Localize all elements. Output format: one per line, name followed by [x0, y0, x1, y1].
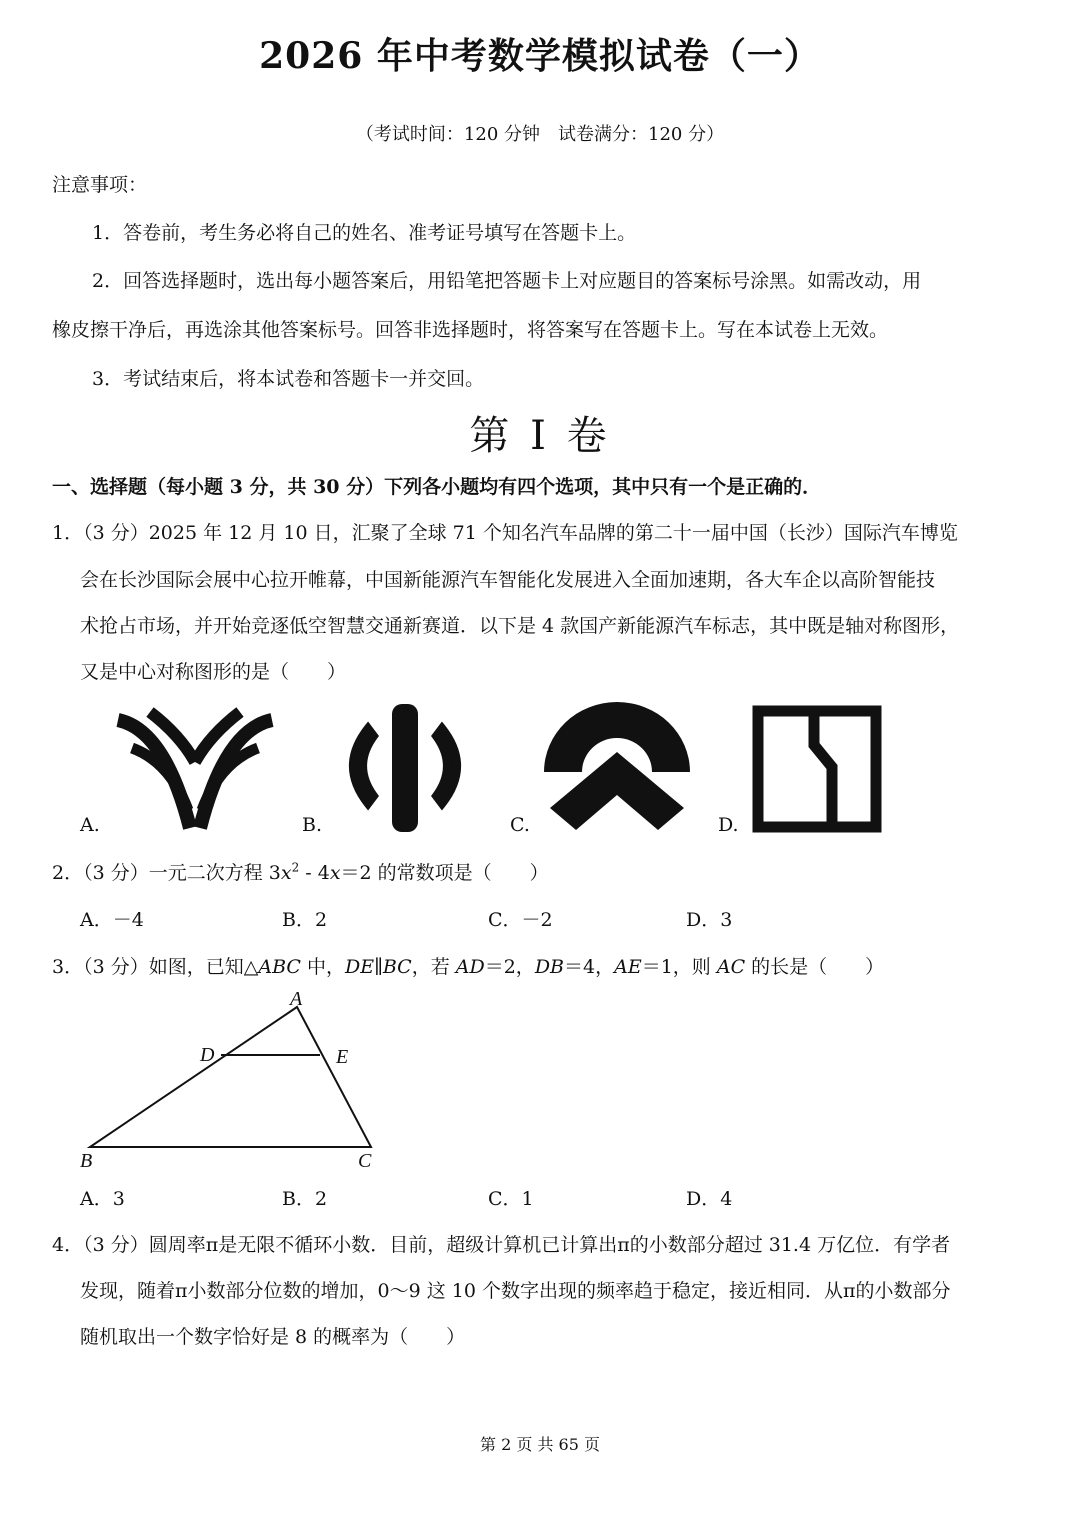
q2-var-x-2: x [329, 862, 341, 884]
q2-stem [52, 858, 549, 885]
label-a: A [290, 988, 303, 1010]
section-heading: 一、选择题（每小题 3 分，共 30 分）下列各小题均有四个选项，其中只有一个是正确的． [52, 476, 822, 498]
q4-line-1: 4．（3 分）圆周率π是无限不循环小数．目前，超级计算机已计算出π的小数部分超过 31.4 万亿位．有学者 [52, 1234, 951, 1256]
q4-line-2: 发现，随着π小数部分位数的增加，0～9 这 10 个数字出现的频率趋于稳定，接近相同．从π的小数部分 [80, 1280, 951, 1302]
notice-item-2-line-2: 橡皮擦干净后，再选涂其他答案标号。回答非选择题时，将答案写在答题卡上。写在本试卷上无效。 [52, 319, 889, 341]
q1-option-c: C. [510, 814, 530, 836]
q2-exponent: 2 [291, 860, 300, 875]
q3-de-bc: DE∥BC [344, 956, 412, 978]
q3-text-1: 3．（3 分）如图，已知△ [52, 956, 259, 978]
q3-option-d: D．4 [686, 1188, 733, 1210]
q3-text-6: ＝1，则 [641, 956, 717, 978]
paper-title: 2026 年中考数学模拟试卷（一） [259, 35, 821, 77]
q3-option-b: B．2 [282, 1188, 328, 1210]
q2-option-d: D．3 [686, 909, 733, 931]
q3-text-5: ＝4， [564, 956, 615, 978]
car-logo-d [752, 705, 882, 833]
q2-option-a: A．－4 [80, 909, 144, 931]
q1-line-3: 术抢占市场，并开始竞逐低空智慧交通新赛道．以下是 4 款国产新能源汽车标志，其中既是轴对称图形， [80, 615, 960, 637]
q2-prefix: 2．（3 分）一元二次方程 3 [52, 862, 281, 884]
q3-ac: AC [716, 956, 746, 978]
car-logo-b [330, 700, 480, 835]
car-logo-c [540, 700, 695, 835]
notice-item-2-line-1: 2．回答选择题时，选出每小题答案后，用铅笔把答题卡上对应题目的答案标号涂黑。如需改动，用 [92, 270, 922, 292]
triangle-abc [90, 1007, 371, 1147]
page-footer: 第 2 页 共 65 页 [480, 1435, 600, 1454]
q2-option-b: B．2 [282, 909, 328, 931]
triangle-figure [70, 985, 400, 1175]
exam-info: （考试时间：120 分钟 试卷满分：120 分） [355, 124, 725, 145]
q3-stem [52, 952, 884, 979]
q1-option-a: A. [80, 814, 100, 836]
q3-ae: AE [614, 956, 642, 978]
q3-text-4: ＝2， [484, 956, 535, 978]
q3-ad: AD [455, 956, 485, 978]
q3-option-c: C．1 [488, 1188, 534, 1210]
q2-var-x: x [280, 862, 292, 884]
notice-item-1: 1．答卷前，考生务必将自己的姓名、准考证号填写在答题卡上。 [92, 222, 637, 244]
q2-suffix: ＝2 的常数项是（ ） [340, 862, 549, 884]
car-logo-a [110, 700, 280, 835]
q3-text-7: 的长是（ ） [745, 956, 885, 978]
notice-item-3: 3．考试结束后，将本试卷和答题卡一并交回。 [92, 368, 485, 390]
q3-text-3: ，若 [411, 956, 456, 978]
q2-mid: - 4 [299, 862, 330, 884]
label-c: C [358, 1150, 372, 1172]
label-e: E [336, 1046, 349, 1068]
q1-line-2: 会在长沙国际会展中心拉开帷幕，中国新能源汽车智能化发展进入全面加速期，各大车企以高阶智能技 [80, 569, 936, 591]
q3-abc: ABC [258, 956, 301, 978]
q1-line-4: 又是中心对称图形的是（ ） [80, 661, 347, 683]
label-b: B [80, 1150, 93, 1172]
q4-line-3: 随机取出一个数字恰好是 8 的概率为（ ） [80, 1326, 466, 1348]
q1-option-b: B. [302, 814, 323, 836]
q1-line-1: 1．（3 分）2025 年 12 月 10 日，汇聚了全球 71 个知名汽车品牌的第二十一届中国（长沙）国际汽车博览 [52, 522, 958, 544]
q3-text-2: 中， [300, 956, 345, 978]
q1-option-d: D. [718, 814, 739, 836]
volume-title: 第 I 卷 [469, 413, 611, 459]
q3-option-a: A．3 [80, 1188, 125, 1210]
q3-db: DB [534, 956, 565, 978]
notice-heading: 注意事项： [52, 174, 148, 196]
q2-option-c: C．－2 [488, 909, 553, 931]
label-d: D [200, 1044, 215, 1066]
